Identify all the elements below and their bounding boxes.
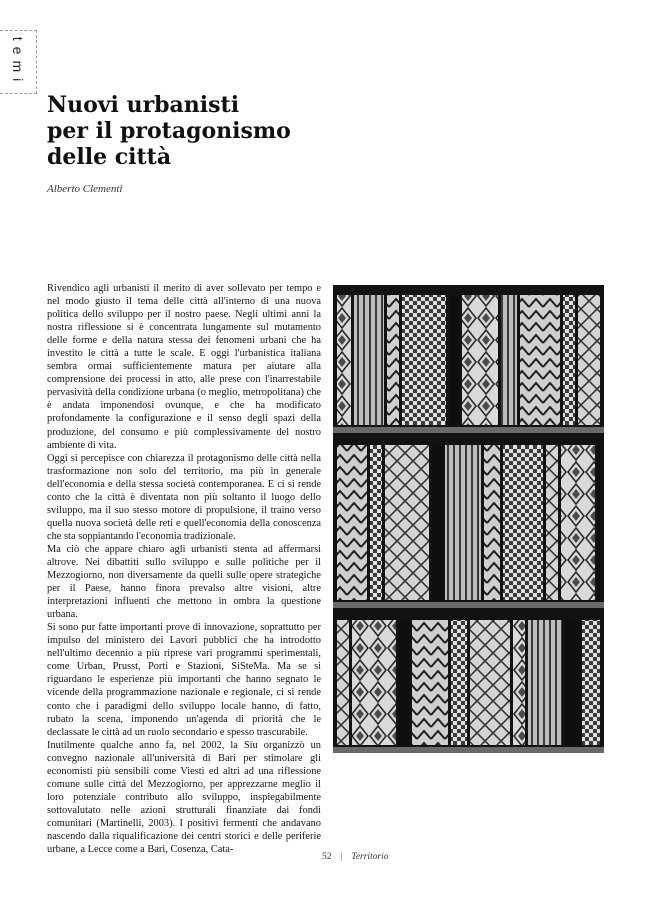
textile-band	[445, 445, 481, 600]
textile-band	[337, 295, 351, 425]
title-line: Nuovi urbanisti	[47, 92, 240, 118]
textile-band	[546, 445, 558, 600]
textile-band	[484, 445, 500, 600]
textile-band	[385, 445, 429, 600]
textile-band	[598, 445, 600, 600]
body-paragraph: Inutilmente qualche anno fa, nel 2002, la Siu organizzò un convegno nazionale all'università di Bari per stimolare gli economisti più sensibili come Viesti ed altri ad una riflessione comune sulle città del Mezzogiorno, per apprezzarne meglio il loro potenziale contributo allo sviluppo, inspiegabilmente sottovalutato nelle azioni strutturali finanziate dai fondi comunitari (Martinelli, 2003). I positivi fermenti che andavano nascendo dalla riqualificazione dei centri storici e delle periferie urbane, a Lecce come a Bari, Cosenza, Cata-	[47, 739, 321, 856]
page-footer	[322, 852, 389, 862]
textile-band	[528, 620, 562, 745]
body-paragraph: Si sono pur fatte importanti prove di innovazione, soprattutto per impulso del ministero dei Lavori pubblici che ha introdotto nell'ultimo decennio a più riprese vari programmi sperimentali, come Urban, Prusst, Porti e Stazioni, SiSteMa. Ma se si riguardano le esperienze più importanti che hanno segnato le vicende della programmazione nazionale e regionale, ci si rende conto che i paradigmi dello sviluppo locale hanno, di fatto, rubato la scena, imponendo un'agenda di priorità che le declassate le città ad un ruolo secondario e spesso trascurabile.	[47, 622, 321, 738]
textile-band	[432, 445, 442, 600]
textile-band	[387, 295, 399, 425]
textile-band	[565, 620, 579, 745]
textile-band	[370, 445, 382, 600]
textile-band	[412, 620, 448, 745]
textile-band	[513, 620, 525, 745]
textile-band	[337, 445, 367, 600]
section-tag	[0, 30, 37, 94]
textile-band	[337, 620, 349, 745]
textile-band	[451, 620, 467, 745]
textile-band	[520, 295, 560, 425]
textile-seam	[333, 427, 604, 433]
textile-band	[503, 445, 543, 600]
body-paragraph: Rivendico agli urbanisti il merito di aver sollevato per tempo e nel modo giusto il tema delle città all'interno di una nuova politica dello sviluppo per il nostro paese. Negli ultimi anni la nostra riflessione si è concentrata lungamente sul mutamento delle forme e della natura stessa dei fenomeni urbani che ha investito le città a tutte le scale. E oggi l'urbanistica italiana sembra ormai sufficientemente matura per aiutare alla comprensione dei processi in atto, alle prese con l'inarrestabile pervasività della condizione urbana (o meglio, metropolitana) che è andata imponendosi ovunque, e che ha modificato profondamente la configurazione e il senso degli spazi della produzione, del consumo e più complessivamente del nostro ambiente di vita.	[47, 283, 321, 451]
textile-band	[352, 620, 396, 745]
textile-band	[462, 295, 498, 425]
textile-band	[501, 295, 517, 425]
article-title	[47, 92, 291, 170]
textile-band	[561, 445, 595, 600]
article-author: Alberto Clementi	[47, 183, 123, 195]
title-line: delle città	[47, 144, 172, 170]
textile-seam	[333, 602, 604, 608]
section-label: temi	[10, 36, 26, 88]
title-line: per il protagonismo	[47, 118, 291, 144]
textile-band	[470, 620, 510, 745]
textile-band	[578, 295, 600, 425]
textile-band	[563, 295, 575, 425]
textile-seam	[333, 747, 604, 753]
page-number: 52	[322, 852, 332, 862]
textile-band	[399, 620, 409, 745]
textile-band	[402, 295, 446, 425]
magazine-name: Territorio	[351, 852, 389, 862]
body-paragraph: Ma ciò che appare chiaro agli urbanisti stenta ad affermarsi altrove. Nei dibattiti sullo sviluppo e sulle politiche per il Mezzogiorno, non diversamente da quelli sulle opere strategiche per il Paese, hanno finora prevalso altre visioni, altre interpretazioni influenti che mettono in ombra la questione urbana.	[47, 543, 321, 621]
textile-band	[449, 295, 459, 425]
footer-separator: |	[340, 852, 343, 862]
body-paragraph: Oggi si percepisce con chiarezza il protagonismo delle città nella trasformazione non solo del territorio, ma più in generale dell'economia e della stessa società contemporanea. E ci si rende conto che la città è diventata non più soltanto il luogo dello sviluppo, ma il suo stesso motore di propulsione, il traino verso quella nuova società delle reti e quell'economia della conoscenza che sta soppiantando l'economia tradizionale.	[47, 452, 321, 542]
textile-band	[354, 295, 384, 425]
article-body	[47, 282, 321, 856]
textile-band	[582, 620, 600, 745]
textile-photo	[333, 285, 604, 753]
